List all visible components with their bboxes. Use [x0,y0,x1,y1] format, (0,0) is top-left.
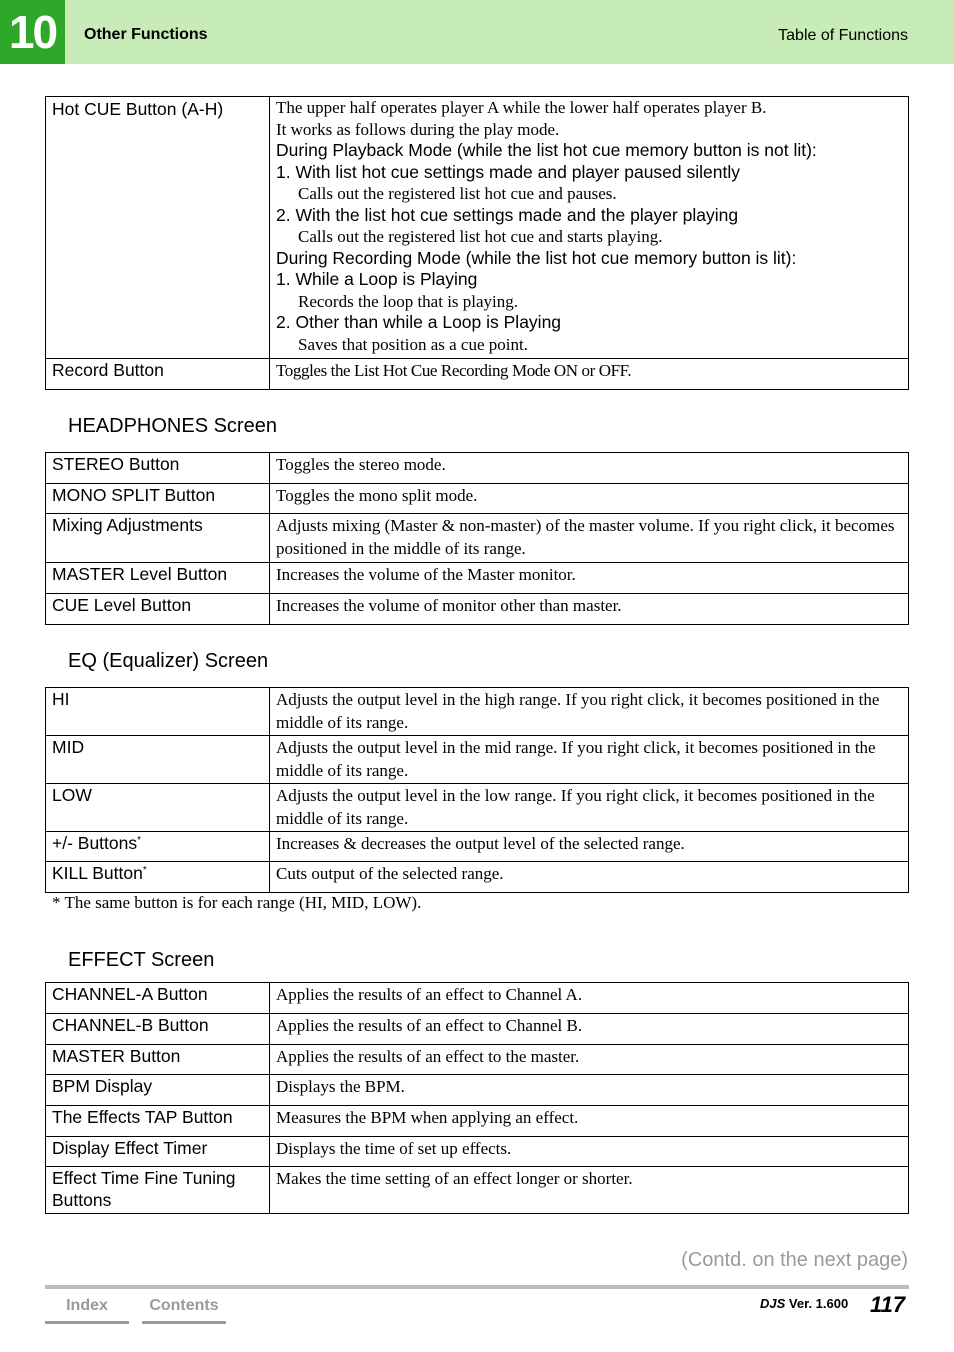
text-line: During Recording Mode (while the list hot cue memory button is lit): [276,247,797,268]
row-value: Cuts output of the selected range. [270,862,909,893]
row-key: STEREO Button [46,453,270,484]
table-row [46,1075,909,1106]
eq-table [45,687,909,893]
row-value: Increases the volume of the Master monitor. [270,563,909,594]
table-row [46,484,909,514]
table-row [46,688,909,736]
row-value: Displays the BPM. [270,1075,909,1106]
table-row [46,1014,909,1045]
continued-note: (Contd. on the next page) [681,1249,908,1271]
row-value: Displays the time of set up effects. [270,1137,909,1167]
footnote-marker: * [137,835,142,846]
row-value: Toggles the List Hot Cue Recording Mode ON or OFF. [270,359,909,390]
row-key: CHANNEL-A Button [46,983,270,1014]
text-line: Calls out the registered list hot cue and pauses. [298,184,617,203]
row-key-label: KILL Button [52,863,143,883]
section-title: Table of Functions [778,27,908,44]
text-line: 2. With the list hot cue settings made and the player playing [276,204,739,225]
row-key: Record Button [46,359,270,390]
row-value: Applies the results of an effect to the master. [270,1045,909,1075]
row-key: Hot CUE Button (A-H) [46,97,270,359]
row-key: BPM Display [46,1075,270,1106]
footnote: * The same button is for each range (HI, MID, LOW). [52,893,422,912]
row-key: MASTER Level Button [46,563,270,594]
row-key: Effect Time Fine Tuning Buttons [46,1167,270,1214]
table-row [46,97,909,359]
text-line: 1. With list hot cue settings made and player paused silently [276,161,740,182]
footnote-marker: * [142,865,147,876]
effect-table [45,982,909,1214]
row-value: Makes the time setting of an effect longer or shorter. [270,1167,909,1214]
row-key-label: +/- Buttons [52,833,138,853]
table-row [46,1167,909,1214]
table-row [46,359,909,390]
row-key: The Effects TAP Button [46,1106,270,1137]
row-key [46,862,270,893]
footer-divider [45,1285,909,1289]
text-line: The upper half operates player A while the lower half operates player B. [276,98,767,117]
row-value: Increases the volume of monitor other than master. [270,594,909,625]
table-row [46,514,909,563]
headphones-table [45,452,909,625]
hotcue-table [45,96,909,390]
table-row [46,832,909,862]
text-line: 2. Other than while a Loop is Playing [276,312,562,332]
row-value: Adjusts mixing (Master & non-master) of the master volume. If you right click, it becomes positioned in the middle of its range. [270,514,909,563]
table-row [46,563,909,594]
table-row [46,862,909,893]
table-row [46,983,909,1014]
table-row [46,736,909,784]
table-row [46,784,909,832]
row-value: Toggles the stereo mode. [270,453,909,484]
page-number: 117 [870,1292,906,1317]
row-value: Adjusts the output level in the low range. If you right click, it becomes positioned in the middle of its range. [270,784,909,832]
row-key [46,832,270,862]
row-key: MONO SPLIT Button [46,484,270,514]
row-value: Applies the results of an effect to Channel B. [270,1014,909,1045]
section-heading-effect: EFFECT Screen [68,949,215,971]
row-key: Display Effect Timer [46,1137,270,1167]
row-key: CUE Level Button [46,594,270,625]
table-row [46,1106,909,1137]
index-link[interactable]: Index [45,1295,129,1324]
section-heading-headphones: HEADPHONES Screen [68,415,277,437]
row-key: Mixing Adjustments [46,514,270,563]
chapter-number: 10 [0,0,65,64]
version-label [760,1296,848,1311]
row-value: Adjusts the output level in the mid range. If you right click, it becomes positioned in the middle of its range. [270,736,909,784]
table-row [46,594,909,625]
row-value: Adjusts the output level in the high range. If you right click, it becomes positioned in the middle of its range. [270,688,909,736]
text-line: 1. While a Loop is Playing [276,269,478,289]
row-key: LOW [46,784,270,832]
table-row [46,1137,909,1167]
section-heading-eq: EQ (Equalizer) Screen [68,650,269,672]
row-value: Measures the BPM when applying an effect. [270,1106,909,1137]
version-text: Ver. 1.600 [788,1296,849,1311]
row-value: Applies the results of an effect to Channel A. [270,983,909,1014]
row-value: Toggles the mono split mode. [270,484,909,514]
product-name: DJS [760,1296,786,1311]
table-row [46,1045,909,1075]
text-line: Calls out the registered list hot cue and starts playing. [298,227,663,246]
text-line: Saves that position as a cue point. [298,334,528,354]
row-key: CHANNEL-B Button [46,1014,270,1045]
row-key: MID [46,736,270,784]
table-row [46,453,909,484]
text-line: During Playback Mode (while the list hot cue memory button is not lit): [276,140,817,160]
text-line: It works as follows during the play mode. [276,119,560,139]
contents-link[interactable]: Contents [142,1295,226,1324]
page-header [0,0,954,64]
row-value [270,97,909,359]
row-value: Increases & decreases the output level of the selected range. [270,832,909,862]
row-key: MASTER Button [46,1045,270,1075]
row-key: HI [46,688,270,736]
text-line: Records the loop that is playing. [298,291,519,311]
chapter-title: Other Functions [84,26,208,43]
